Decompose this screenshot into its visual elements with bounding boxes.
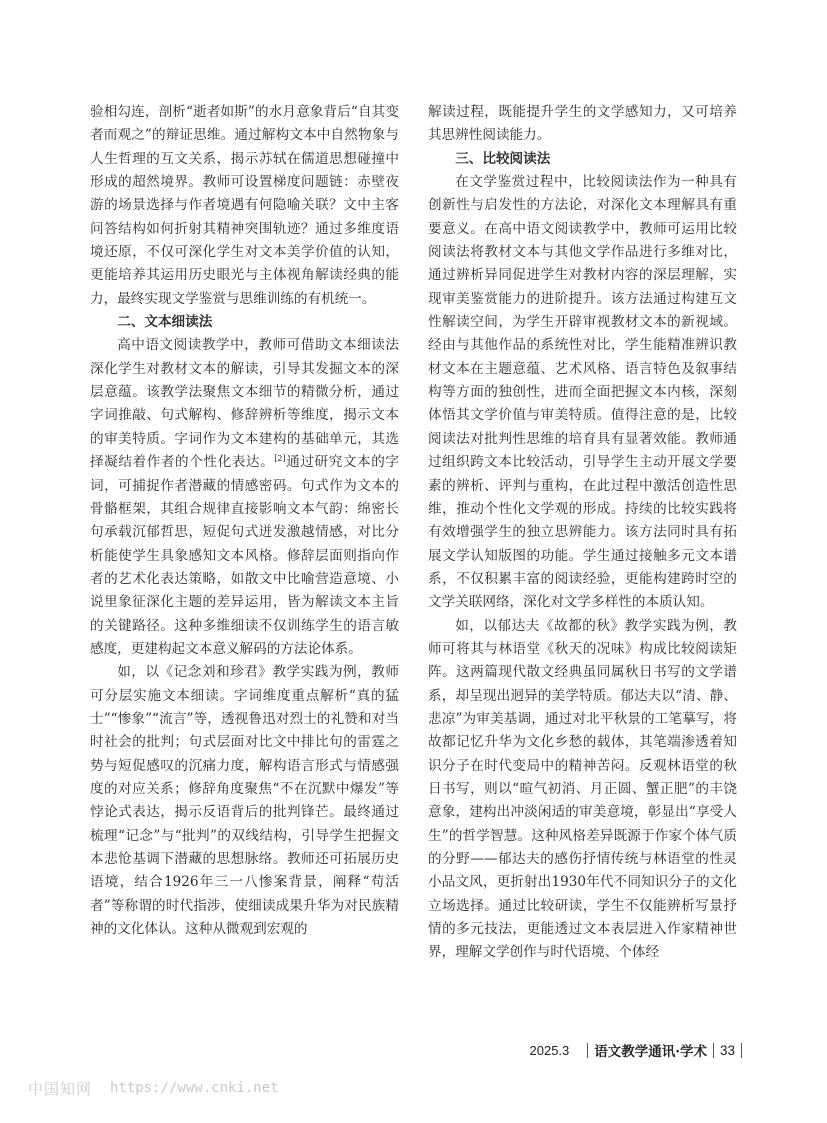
- paragraph-text: 通过研究文本的字词，可捕捉作者潜藏的情感密码。句式作为文本的骨骼框架，其组合规律直接影响文本气韵：绵密长句承载沉郁哲思，短促句式迸发激越情感，对比分析能使学生具象感知文本风格。修辞层面则指向作者的艺术化表达策略，如散文中比喻营造意境、小说里象征深化主题的差异运用，皆为解读文本主旨的关键路径。这种多维细读不仅训练学生的语言敏感度，更建构起文本意义解码的方法论体系。: [90, 454, 400, 657]
- journal-name: 语文教学通讯·学术: [594, 1044, 707, 1060]
- watermark-url: https://www.cnki.net: [110, 1080, 279, 1096]
- paragraph-close-reading-intro: [90, 334, 399, 661]
- paragraph-continued: 验相勾连，剖析“逝者如斯”的水月意象背后“自其变者而观之”的辩证思维。通过解构文本中自然物象与人生哲理的互文关系，揭示苏轼在儒道思想碰撞中形成的超然境界。教师可设置梯度问题链：赤壁夜游的场景选择与作者境遇有何隐喻关联？文中主客问答结构如何折射其精神突围轨迹？通过多维度语境还原，不仅可深化学生对文本美学价值的认知，更能培养其运用历史眼光与主体视角解读经典的能力，最终实现文学鉴赏与思维训练的有机统一。: [90, 104, 399, 307]
- issue-number: 2025.3: [529, 1042, 570, 1058]
- divider: [713, 1043, 714, 1058]
- citation-ref[interactable]: [2]: [274, 454, 286, 464]
- paragraph-close-reading-example: 如，以《记念刘和珍君》教学实践为例，教师可分层实施文本细读。字词维度重点解析“真的猛士”“惨象”“流言”等，透视鲁迅对烈士的礼赞和对当时社会的批判；句式层面对比文中排比句的雷霆之势与短促感叹的沉痛力度，解构语言形式与情感强度的对应关系；修辞角度聚焦“不在沉默中爆发”等悖论式表达，揭示反语背后的批判锋芒。最终通过梳理“记念”与“批判”的双线结构，引导学生把握文本悲怆基调下潜藏的思想脉络。教师还可拓展历史语境，结合1926年三一八惨案背景，阐释“苟活者”等称谓的时代指涉，使细读成果升华为对民族精神的文化体认。这种从微观到宏观的: [90, 664, 399, 938]
- section-heading-comparative-reading: 三、比较阅读法: [455, 150, 551, 167]
- paragraph-continued: 解读过程，既能提升学生的文学感知力，又可培养其思辨性阅读能力。: [428, 104, 737, 144]
- paragraph-comparative-example: 如，以郁达夫《故都的秋》教学实践为例，教师可将其与林语堂《秋天的况味》构成比较阅读矩阵。这两篇现代散文经典虽同属秋日书写的文学谱系，却呈现出迥异的美学特质。郁达夫以“清、静、悲凉”为审美基调，通过对北平秋景的工笔摹写，将故都记忆升华为文化乡愁的载体，其笔端渗透着知识分子在时代变局中的精神苦闷。反观林语堂的秋日书写，则以“暄气初消、月正圆、蟹正肥”的丰饶意象，建构出冲淡闲适的审美意境，彰显出“享受人生”的哲学智慧。这种风格差异既源于作家个体气质的分野——郁达夫的感伤抒情传统与林语堂的性灵小品文风，更折射出1930年代不同知识分子的文化立场选择。通过比较研读，学生不仅能辨析写景抒情的多元技法，更能透过文本表层进入作家精神世界，理解文学创作与时代语境、个体经: [428, 617, 737, 961]
- right-column: [428, 101, 737, 965]
- left-column: [90, 101, 399, 941]
- divider: [587, 1043, 588, 1058]
- page-footer: [508, 1038, 748, 1062]
- divider: [741, 1043, 742, 1058]
- section-heading-close-reading: 二、文本细读法: [117, 314, 213, 331]
- paragraph-comparative-intro: 在文学鉴赏过程中，比较阅读法作为一种具有创新性与启发性的方法论，对深化文本理解具有重要意义。在高中语文阅读教学中，教师可运用比较阅读法将教材文本与其他文学作品进行多维对比，通过辨析异同促进学生对教材内容的深层理解，实现审美鉴赏能力的进阶提升。该方法通过构建互文性解读空间，为学生开辟审视教材文本的新视域。经由与其他作品的系统性对比，学生能精准辨识教材文本在主题意蕴、艺术风格、语言特色及叙事结构等方面的独创性，进而全面把握文本内核，深刻体悟其文学价值与审美特质。值得注意的是，比较阅读法对批判性思维的培育具有显著效能。教师通过组织跨文本比较活动，引导学生主动开展文学要素的辨析、评判与重构，在此过程中激活创造性思维，推动个性化文学观的形成。持续的比较实践将有效增强学生的独立思辨能力。该方法同时具有拓展文学认知版图的功能。学生通过接触多元文本谱系，不仅积累丰富的阅读经验，更能构建跨时空的文学关联网络，深化对文学多样性的本质认知。: [428, 174, 737, 611]
- page-number: 33: [719, 1042, 735, 1058]
- paragraph-text: 高中语文阅读教学中，教师可借助文本细读法深化学生对教材文本的解读，引导其发掘文本的深层意蕴。该教学法聚焦文本细节的精微分析，通过字词推敲、句式解构、修辞辨析等维度，揭示文本的审美特质。字词作为文本建构的基础单元，其选择凝结着作者的个性化表达。: [90, 337, 399, 471]
- cnki-watermark: [28, 1077, 279, 1099]
- watermark-brand: 中国知网: [28, 1079, 93, 1098]
